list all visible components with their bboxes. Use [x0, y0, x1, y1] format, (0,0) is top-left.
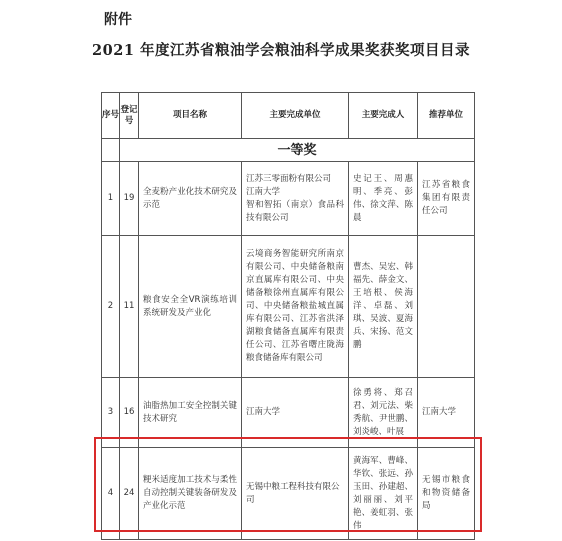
header-seq: 序号 — [102, 93, 120, 139]
header-main-people: 主要完成人 — [349, 93, 418, 139]
row-recommender: 江南大学 — [418, 378, 475, 448]
row-seq: 2 — [102, 236, 120, 378]
attachment-label: 附件 — [104, 12, 132, 28]
row-reg-no: 24 — [120, 448, 139, 540]
row-reg-no: 16 — [120, 378, 139, 448]
row-main-units: 江南大学 — [242, 378, 349, 448]
table-row — [102, 448, 475, 540]
row-seq: 1 — [102, 162, 120, 236]
row-main-people: 史记王、周惠明、季亮、彭伟、徐文萍、陈晨 — [349, 162, 418, 236]
table-row — [102, 236, 475, 378]
row-main-people: 曹杰、吴宏、韩福先、薛金文、王培根、侯海洋、卓磊、刘琪、吴波、夏海兵、宋扬、范文鹏 — [349, 236, 418, 378]
row-main-people: 黄海军、曹峰、华钦、张远、孙玉田、孙建超、刘丽丽、刘平艳、姜虹羽、张伟 — [349, 448, 418, 540]
row-main-units: 江苏三零面粉有限公司 江南大学 智和智拓（南京）食品科技有限公司 — [242, 162, 349, 236]
row-main-people: 徐勇将、郑召君、刘元法、柴秀航、尹世鹏、刘炎峻、叶展 — [349, 378, 418, 448]
row-recommender: 无锡市粮食和物资储备局 — [418, 448, 475, 540]
row-main-units: 无锡中粮工程科技有限公司 — [242, 448, 349, 540]
row-reg-no: 11 — [120, 236, 139, 378]
row-seq: 3 — [102, 378, 120, 448]
header-recommender: 推荐单位 — [418, 93, 475, 139]
row-reg-no: 19 — [120, 162, 139, 236]
document-title: 2021 年度江苏省粮油学会粮油科学成果奖获奖项目目录 — [92, 42, 470, 59]
row-project-name: 粮食安全全VR演练培训系统研发及产业化 — [139, 236, 242, 378]
header-reg-no: 登记号 — [120, 93, 139, 139]
row-recommender — [418, 236, 475, 378]
table-row — [102, 378, 475, 448]
row-project-name: 全麦粉产业化技术研究及示范 — [139, 162, 242, 236]
header-project-name: 项目名称 — [139, 93, 242, 139]
row-project-name: 油脂热加工安全控制关键技术研究 — [139, 378, 242, 448]
section-blank-cell — [102, 139, 120, 162]
row-seq: 4 — [102, 448, 120, 540]
header-main-units: 主要完成单位 — [242, 93, 349, 139]
section-row — [102, 139, 475, 162]
table-row — [102, 162, 475, 236]
row-project-name: 粳米适度加工技术与柔性自动控制关键装备研发及产业化示范 — [139, 448, 242, 540]
award-table — [101, 92, 475, 540]
row-recommender: 江苏省粮食集团有限责任公司 — [418, 162, 475, 236]
row-main-units: 云境商务智能研究所南京有限公司、中央储备粮南京直属库有限公司、中央储备粮徐州直属库有限公司、中央储备粮盐城直属库有限公司、江苏省洪泽湖粮食储备直属库有限责任公司、江苏省曙庄陇海粮食储备库有限公司 — [242, 236, 349, 378]
table-header-row — [102, 93, 475, 139]
section-title: 一等奖 — [120, 139, 475, 162]
